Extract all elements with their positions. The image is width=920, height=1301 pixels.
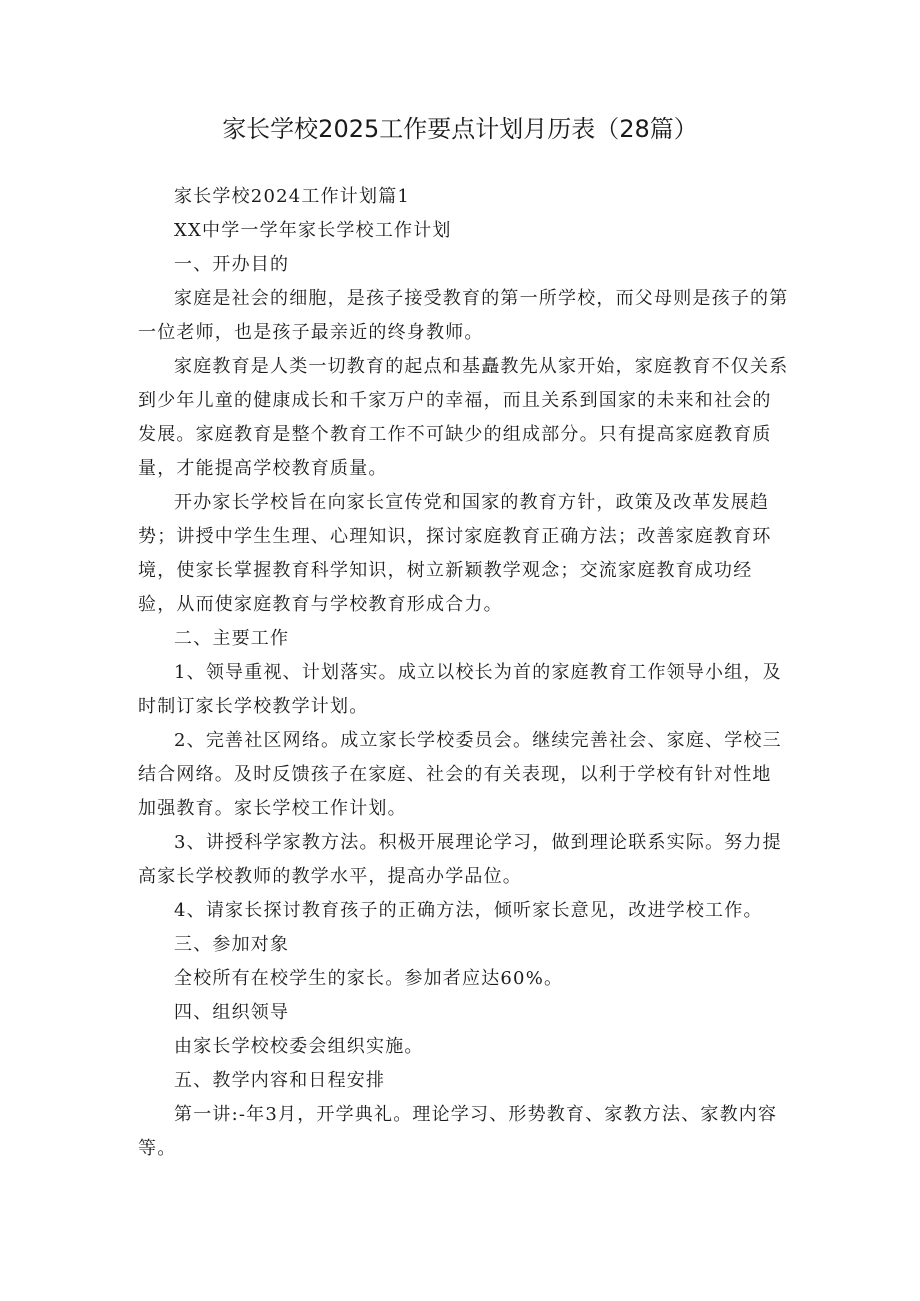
paragraph: 由家长学校校委会组织实施。 [174,1036,424,1057]
document-body [138,180,790,1166]
section-heading: 一、开办目的 [174,254,290,275]
paragraph: 开办家长学校旨在向家长宣传党和国家的教育方针，政策及改革发展趋势；讲授中学生生理、心理知识，探讨家庭教育正确方法；改善家庭教育环境，使家长掌握教育科学知识，树立新颖教学观念；交流家庭教育成功经验，从而使家庭教育与学校教育形成合力。 [138,492,772,615]
paragraph: 全校所有在校学生的家长。参加者应达60%。 [174,968,564,989]
list-item: 4、请家长探讨教育孩子的正确方法，倾听家长意见，改进学校工作。 [174,900,763,921]
section-heading: 四、组织领导 [174,1002,290,1023]
list-item: 1、领导重视、计划落实。成立以校长为首的家庭教育工作领导小组，及时制订家长学校教学计划。 [138,662,782,717]
plan-title: XX中学一学年家长学校工作计划 [174,220,452,241]
section-heading: 家长学校2024工作计划篇1 [174,186,411,207]
paragraph: 家庭教育是人类一切教育的起点和基矗教先从家开始，家庭教育不仅关系到少年儿童的健康成长和千家万户的幸福，而且关系到国家的未来和社会的发展。家庭教育是整个教育工作不可缺少的组成部分。只有提高家庭教育质量，才能提高学校教育质量。 [138,356,789,479]
section-heading: 二、主要工作 [174,628,290,649]
paragraph: 第一讲:-年3月，开学典礼。理论学习、形势教育、家教方法、家教内容等。 [138,1104,778,1159]
list-item: 3、讲授科学家教方法。积极开展理论学习，做到理论联系实际。努力提高家长学校教师的教学水平，提高办学品位。 [138,832,782,887]
document-title: 家长学校2025工作要点计划月历表（28篇） [222,115,698,143]
paragraph: 家庭是社会的细胞，是孩子接受教育的第一所学校，而父母则是孩子的第一位老师，也是孩子最亲近的终身教师。 [138,288,789,343]
list-item: 2、完善社区网络。成立家长学校委员会。继续完善社会、家庭、学校三结合网络。及时反馈孩子在家庭、社会的有关表现，以利于学校有针对性地加强教育。家长学校工作计划。 [138,730,782,819]
section-heading: 三、参加对象 [174,934,290,955]
section-heading: 五、教学内容和日程安排 [174,1070,386,1091]
